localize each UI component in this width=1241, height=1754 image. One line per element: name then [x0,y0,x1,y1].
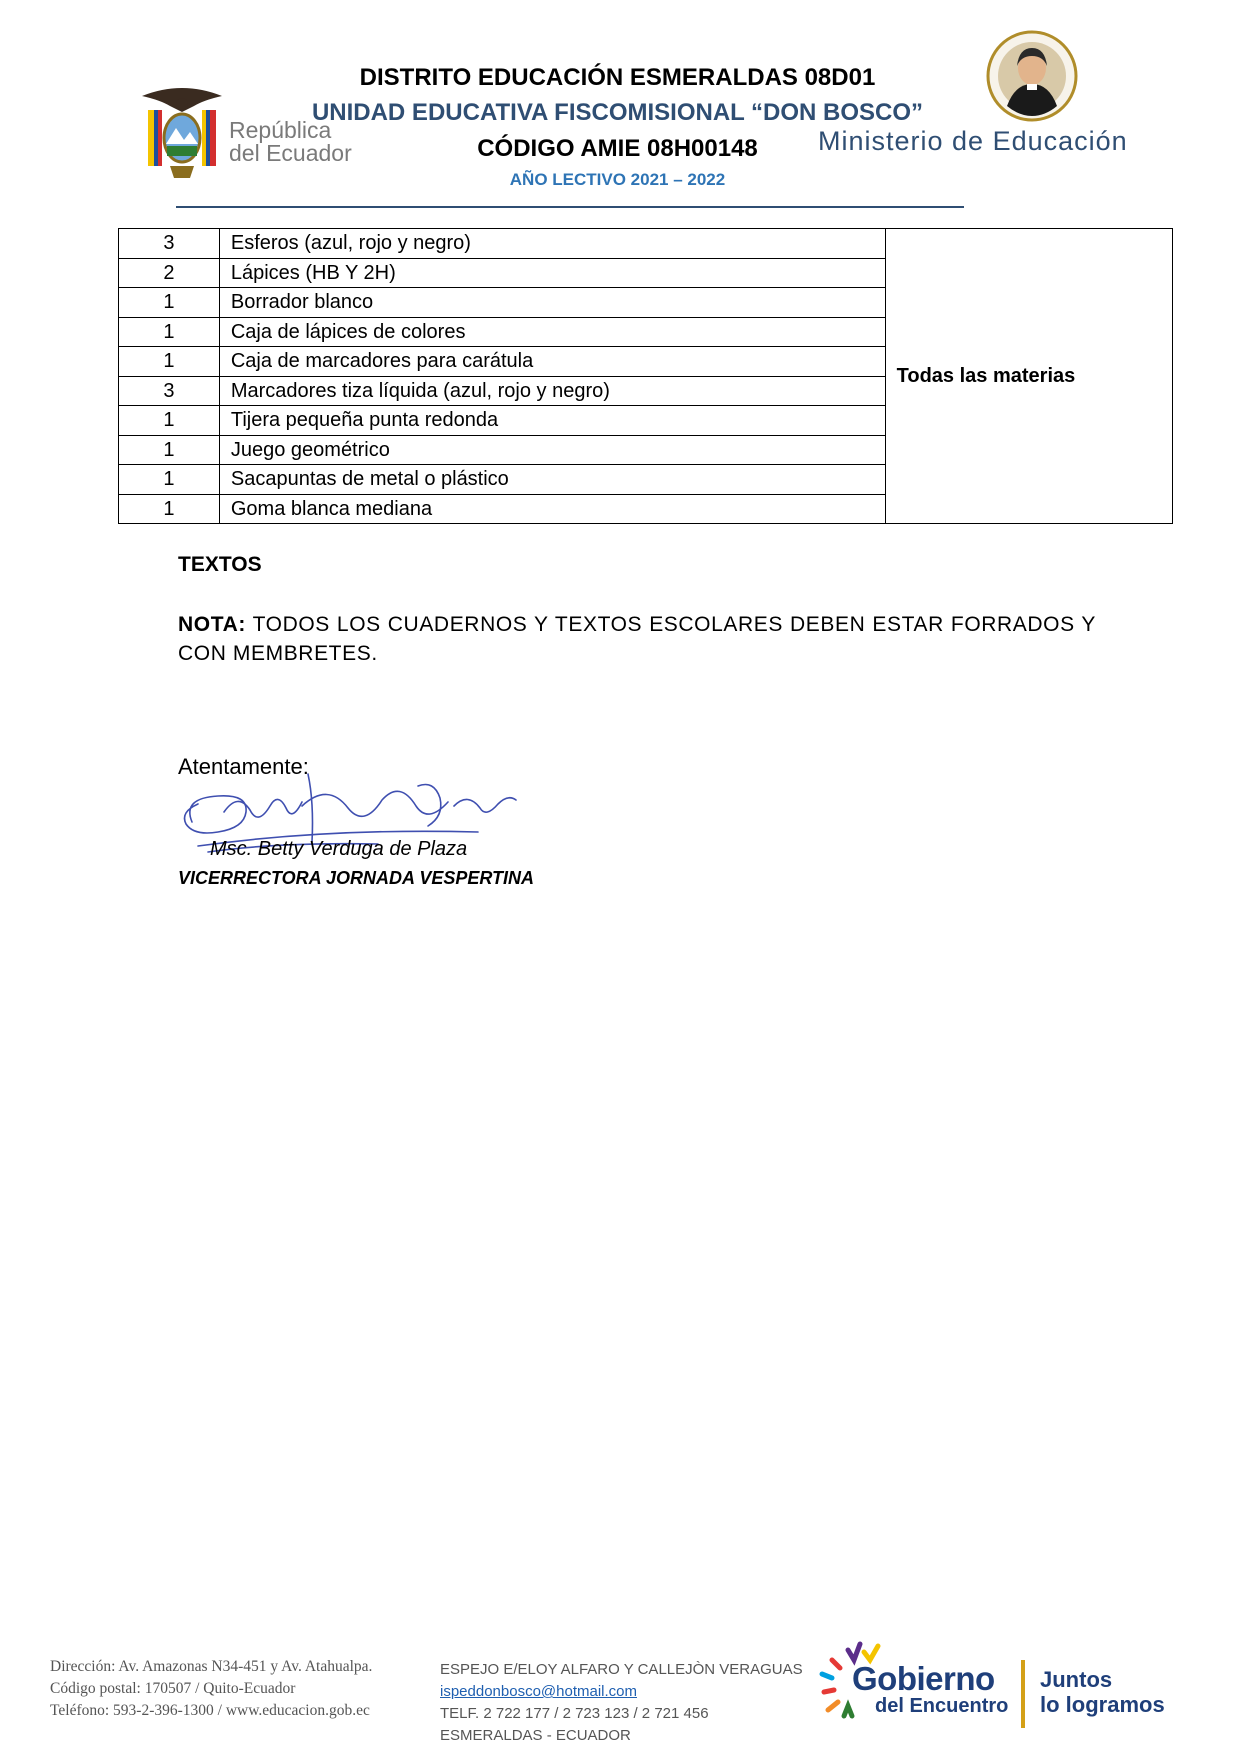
ecuador-coat-of-arms-icon [134,82,230,190]
nota-paragraph [178,610,1096,668]
footer-school-address: ESPEJO E/ELOY ALFARO Y CALLEJÒN VERAGUAS [440,1661,803,1678]
juntos-text: Juntos [1040,1667,1113,1692]
header-divider [176,206,964,208]
item-cell: Caja de lápices de colores [219,317,885,347]
quantity-cell: 1 [119,317,220,347]
gobierno-divider [1021,1660,1025,1728]
footer-postal: Código postal: 170507 / Quito-Ecuador [50,1680,296,1697]
quantity-cell: 1 [119,347,220,377]
school-year: AÑO LECTIVO 2021 – 2022 [509,170,726,189]
footer-address: Dirección: Av. Amazonas N34-451 y Av. Atahualpa. [50,1658,373,1675]
nota-text: TODOS LOS CUADERNOS Y TEXTOS ESCOLARES DEBEN ESTAR FORRADOS Y CON MEMBRETES. [178,613,1096,665]
footer-school-phones: TELF. 2 722 177 / 2 723 123 / 2 721 456 [440,1705,709,1722]
footer-phone: Teléfono: 593-2-396-1300 / www.educacion.gob.ec [50,1702,370,1719]
subject-cell: Todas las materias [885,229,1172,524]
item-cell: Lápices (HB Y 2H) [219,258,885,288]
nota-label: NOTA: [178,613,246,636]
footer-city: ESMERALDAS - ECUADOR [440,1727,631,1744]
signer-name: Msc. Betty Verduga de Plaza [210,838,468,860]
item-cell: Goma blanca mediana [219,494,885,524]
item-cell: Tijera pequeña punta redonda [219,406,885,436]
table-row [119,229,1173,259]
item-cell: Esferos (azul, rojo y negro) [219,229,885,259]
quantity-cell: 3 [119,376,220,406]
don-bosco-seal-icon [985,26,1079,130]
quantity-cell: 1 [119,494,220,524]
footer-email-link[interactable]: ispeddonbosco@hotmail.com [440,1683,637,1700]
item-cell: Marcadores tiza líquida (azul, rojo y negro) [219,376,885,406]
amie-code: CÓDIGO AMIE 08H00148 [477,135,758,162]
supplies-table [118,228,1173,524]
quantity-cell: 1 [119,288,220,318]
quantity-cell: 3 [119,229,220,259]
gobierno-text: Gobierno [852,1660,995,1697]
closing-text: Atentamente: [178,754,309,779]
quantity-cell: 1 [119,465,220,495]
ministerio-text: Ministerio de Educación [818,126,1128,156]
lo-logramos-text: lo logramos [1040,1692,1165,1717]
district-title: DISTRITO EDUCACIÓN ESMERALDAS 08D01 [359,64,876,91]
republica-text: República [229,117,332,143]
signer-title: VICERRECTORA JORNADA VESPERTINA [178,868,535,888]
quantity-cell: 1 [119,406,220,436]
school-name: UNIDAD EDUCATIVA FISCOMISIONAL “DON BOSCO” [311,99,924,126]
del-encuentro-text: del Encuentro [875,1695,1009,1717]
textos-heading: TEXTOS [178,553,262,576]
quantity-cell: 1 [119,435,220,465]
item-cell: Caja de marcadores para carátula [219,347,885,377]
item-cell: Juego geométrico [219,435,885,465]
item-cell: Borrador blanco [219,288,885,318]
item-cell: Sacapuntas de metal o plástico [219,465,885,495]
del-ecuador-text: del Ecuador [229,140,352,166]
quantity-cell: 2 [119,258,220,288]
